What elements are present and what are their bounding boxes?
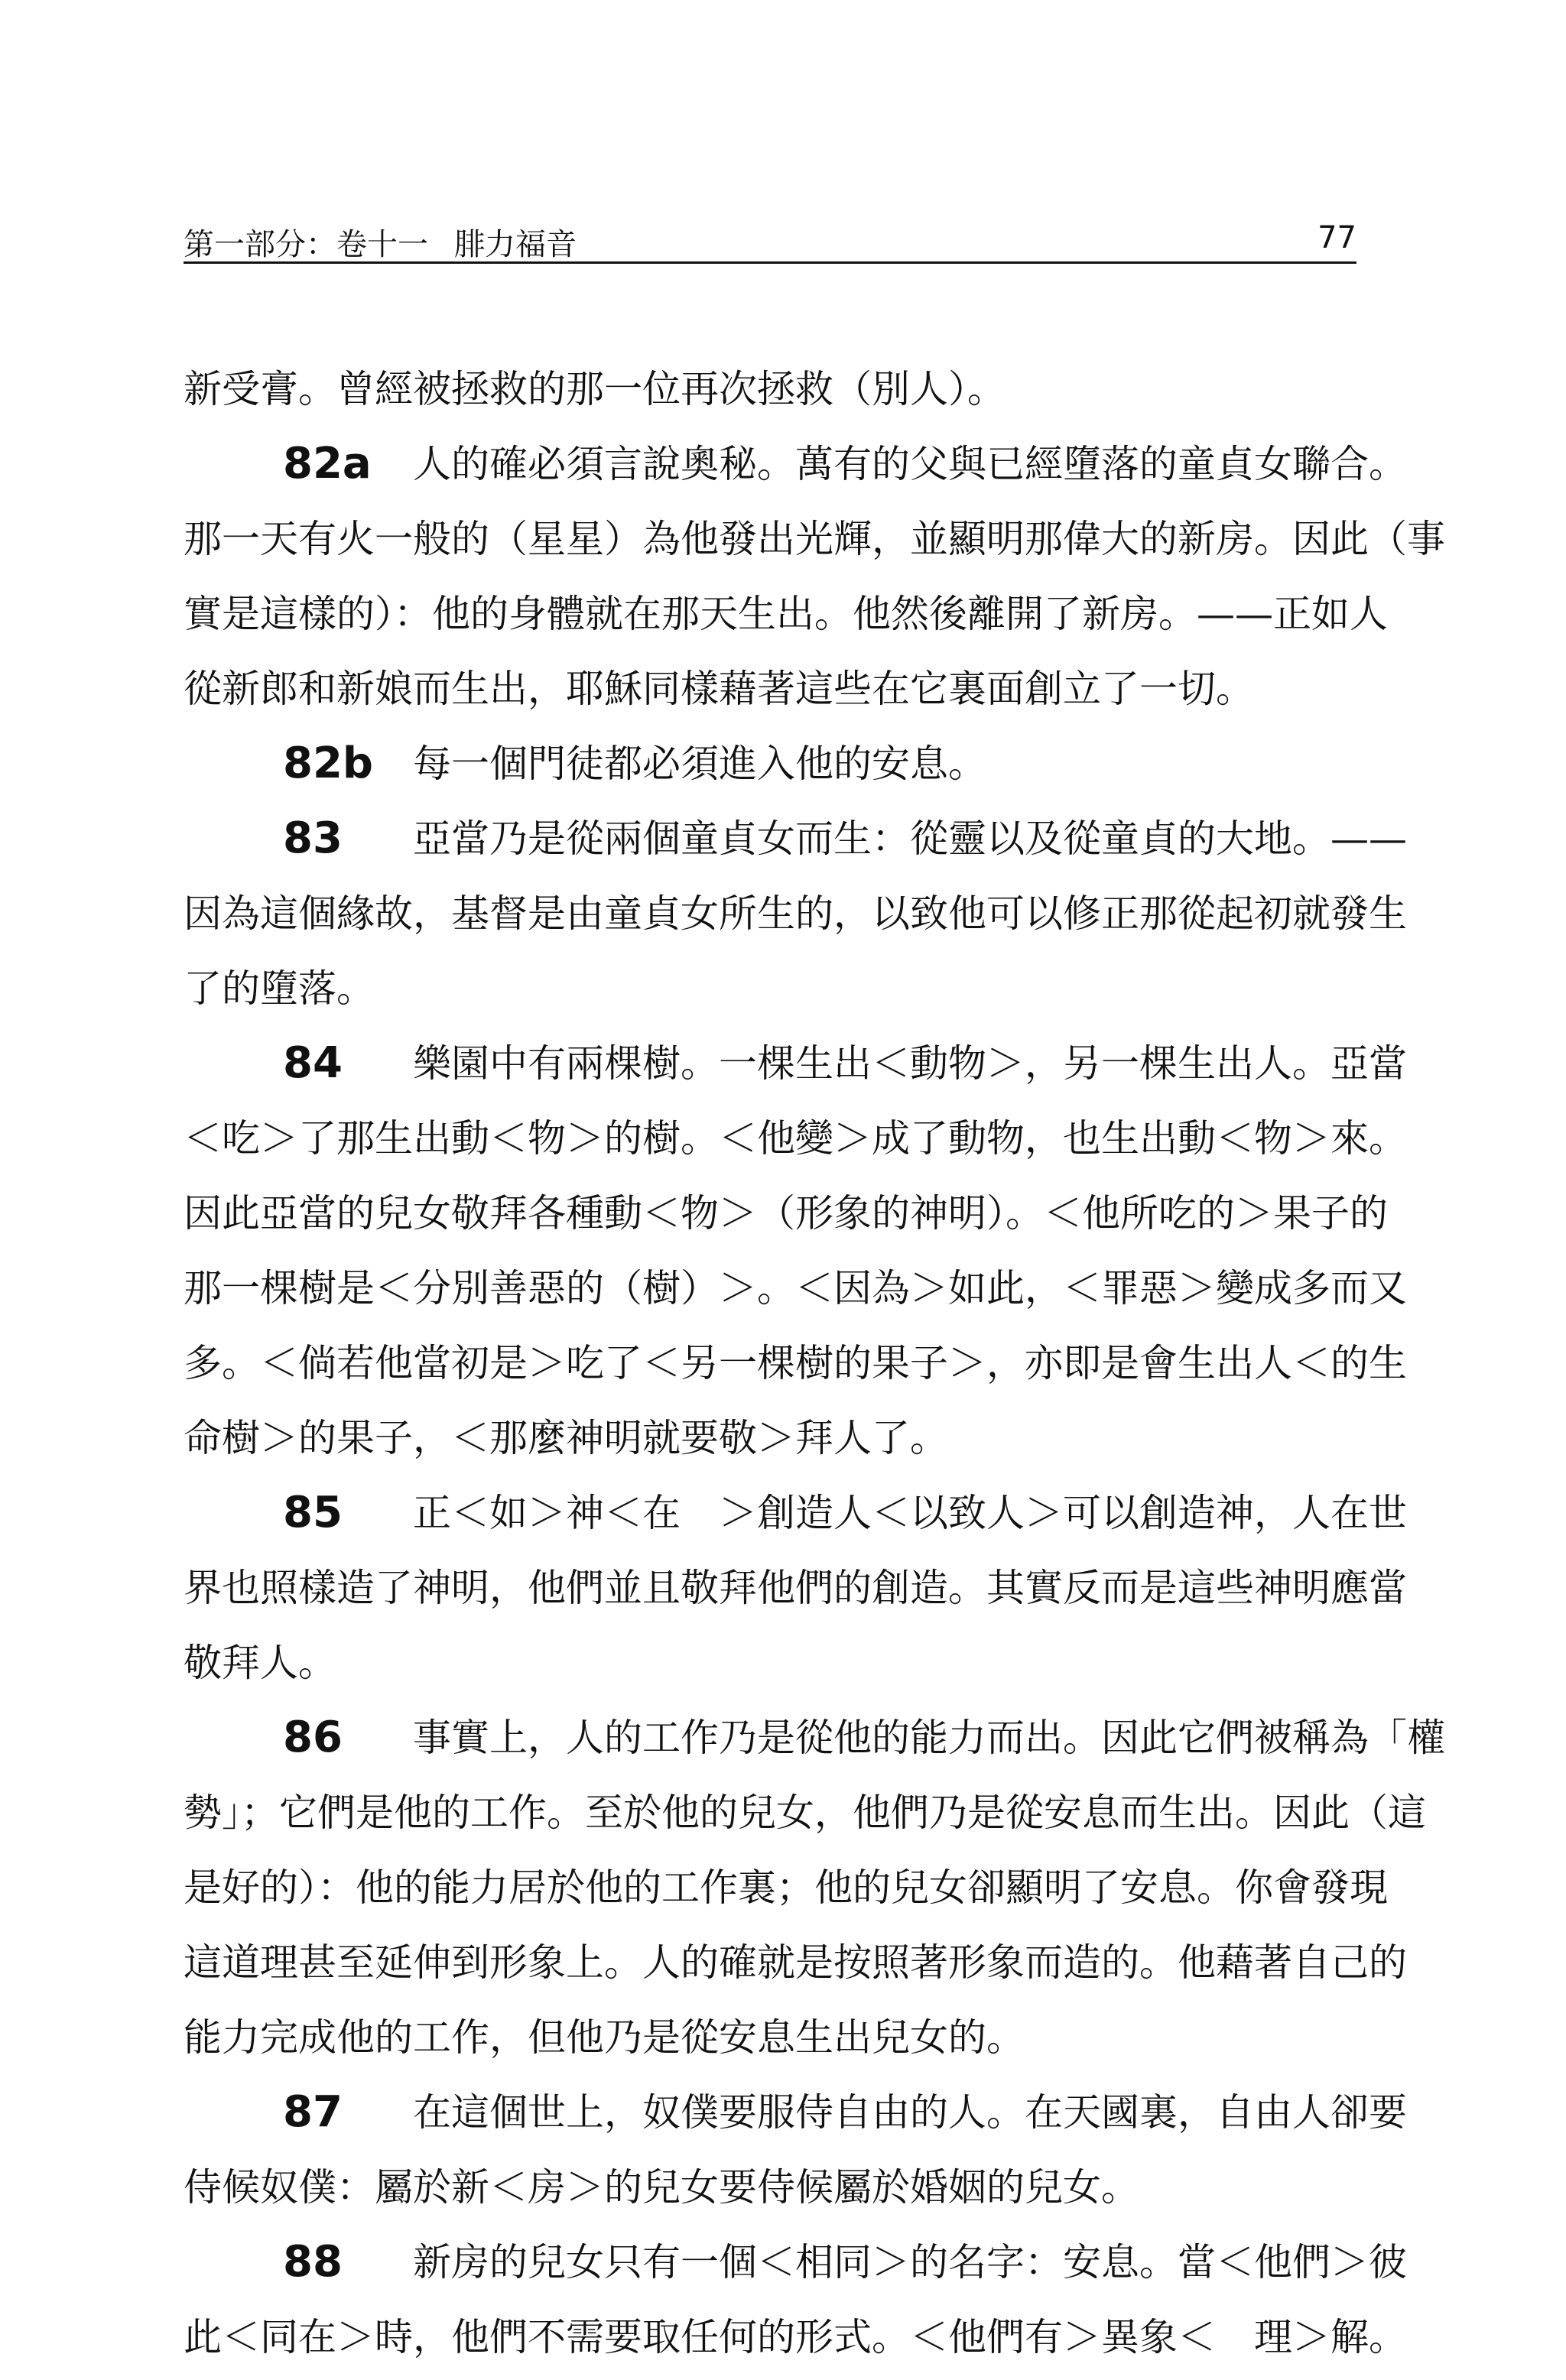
line-text: 那一棵樹是＜分別善惡的（樹）＞。＜因為＞如此，＜罪惡＞變成多而又 [184,1266,1407,1310]
text-line [184,1101,1407,1176]
line-text: 人的確必須言說奧秘。萬有的父與已經墮落的童貞女聯合。 [413,442,1407,486]
verse-number: 87 [283,2087,343,2137]
header-book: 腓力福音 [454,227,577,262]
line-text: 新受膏。曾經被拯救的那一位再次拯救（別人）。 [184,367,1006,411]
verse-start-line [184,1476,1407,1550]
text-line [184,2000,1356,2075]
line-text: 是好的）：他的能力居於他的工作裏；他的兒女卻顯明了安息。你會發現 [184,1865,1388,1910]
line-text: 那一天有火一般的（星星）為他發出光輝，並顯明那偉大的新房。因此（事 [184,517,1445,561]
line-text: 樂園中有兩棵樹。一棵生出＜動物＞，另一棵生出人。亞當 [413,1041,1407,1086]
page-number: 77 [1317,220,1356,255]
line-text: 侍候奴僕：屬於新＜房＞的兒女要侍候屬於婚姻的兒女。 [184,2165,1139,2210]
text-line [184,951,1356,1026]
verse-number: 86 [283,1713,343,1762]
text-line [184,1625,1356,1700]
header-title [184,220,577,264]
text-line [184,1775,1426,1850]
line-text: 敬拜人。 [184,1641,336,1685]
line-text: 從新郎和新娘而生出，耶穌同樣藉著這些在它裏面創立了一切。 [184,667,1254,711]
line-text: 亞當乃是從兩個童貞女而生：從靈以及從童貞的大地。—— [413,817,1407,861]
header-section: 第一部分：卷十一 [184,227,428,262]
page-body [184,352,1445,2375]
verse-number: 88 [283,2237,343,2287]
verse-start-line [184,2225,1407,2300]
text-line [184,502,1445,576]
text-line [184,352,1356,427]
line-text: ＜吃＞了那生出動＜物＞的樹。＜他變＞成了動物，也生出動＜物＞來。 [184,1116,1407,1161]
running-header [184,216,1356,264]
line-text: 命樹＞的果子，＜那麼神明就要敬＞拜人了。 [184,1416,948,1460]
verse-number: 83 [283,813,343,863]
line-text: 了的墮落。 [184,966,375,1011]
line-text: 因為這個緣故，基督是由童貞女所生的，以致他可以修正那從起初就發生 [184,891,1407,936]
text-line [184,1550,1407,1625]
line-text: 這道理甚至延伸到形象上。人的確就是按照著形象而造的。他藉著自己的 [184,1940,1407,1985]
line-text: 新房的兒女只有一個＜相同＞的名字：安息。當＜他們＞彼 [413,2240,1407,2284]
verse-start-line [184,726,1356,801]
verse-number: 85 [283,1488,343,1537]
line-text: 每一個門徒都必須進入他的安息。 [413,742,986,786]
text-line [184,1176,1388,1251]
text-line [184,1401,1356,1476]
text-line [184,1326,1407,1401]
line-text: 多。＜倘若他當初是＞吃了＜另一棵樹的果子＞，亦即是會生出人＜的生 [184,1341,1407,1385]
verse-number: 82b [283,739,374,788]
text-line [184,2300,1407,2375]
verse-start-line [184,2075,1407,2150]
line-text: 實是這樣的）：他的身體就在那天生出。他然後離開了新房。——正如人 [184,592,1388,636]
text-line [184,1925,1407,2000]
line-text: 在這個世上，奴僕要服侍自由的人。在天國裏，自由人卻要 [413,2090,1407,2135]
line-text: 此＜同在＞時，他們不需要取任何的形式。＜他們有＞異象＜ 理＞解。 [184,2315,1407,2359]
line-text: 因此亞當的兒女敬拜各種動＜物＞（形象的神明）。＜他所吃的＞果子的 [184,1191,1388,1235]
text-line [184,1850,1388,1925]
text-line [184,1251,1407,1326]
line-text: 能力完成他的工作，但他乃是從安息生出兒女的。 [184,2015,1025,2060]
text-line [184,576,1388,651]
text-line [184,2150,1356,2225]
line-text: 界也照樣造了神明，他們並且敬拜他們的創造。其實反而是這些神明應當 [184,1566,1407,1610]
verse-number: 82a [283,439,372,489]
line-text: 正＜如＞神＜在 ＞創造人＜以致人＞可以創造神，人在世 [413,1491,1407,1535]
line-text: 事實上，人的工作乃是從他的能力而出。因此它們被稱為「權 [413,1716,1445,1760]
verse-start-line [184,427,1407,502]
text-line [184,876,1407,951]
verse-start-line [184,1026,1407,1101]
text-line [184,651,1356,726]
verse-start-line [184,1700,1445,1775]
line-text: 勢」；它們是他的工作。至於他的兒女，他們乃是從安息而生出。因此（這 [184,1791,1426,1835]
verse-number: 84 [283,1038,343,1088]
verse-start-line [184,801,1407,876]
